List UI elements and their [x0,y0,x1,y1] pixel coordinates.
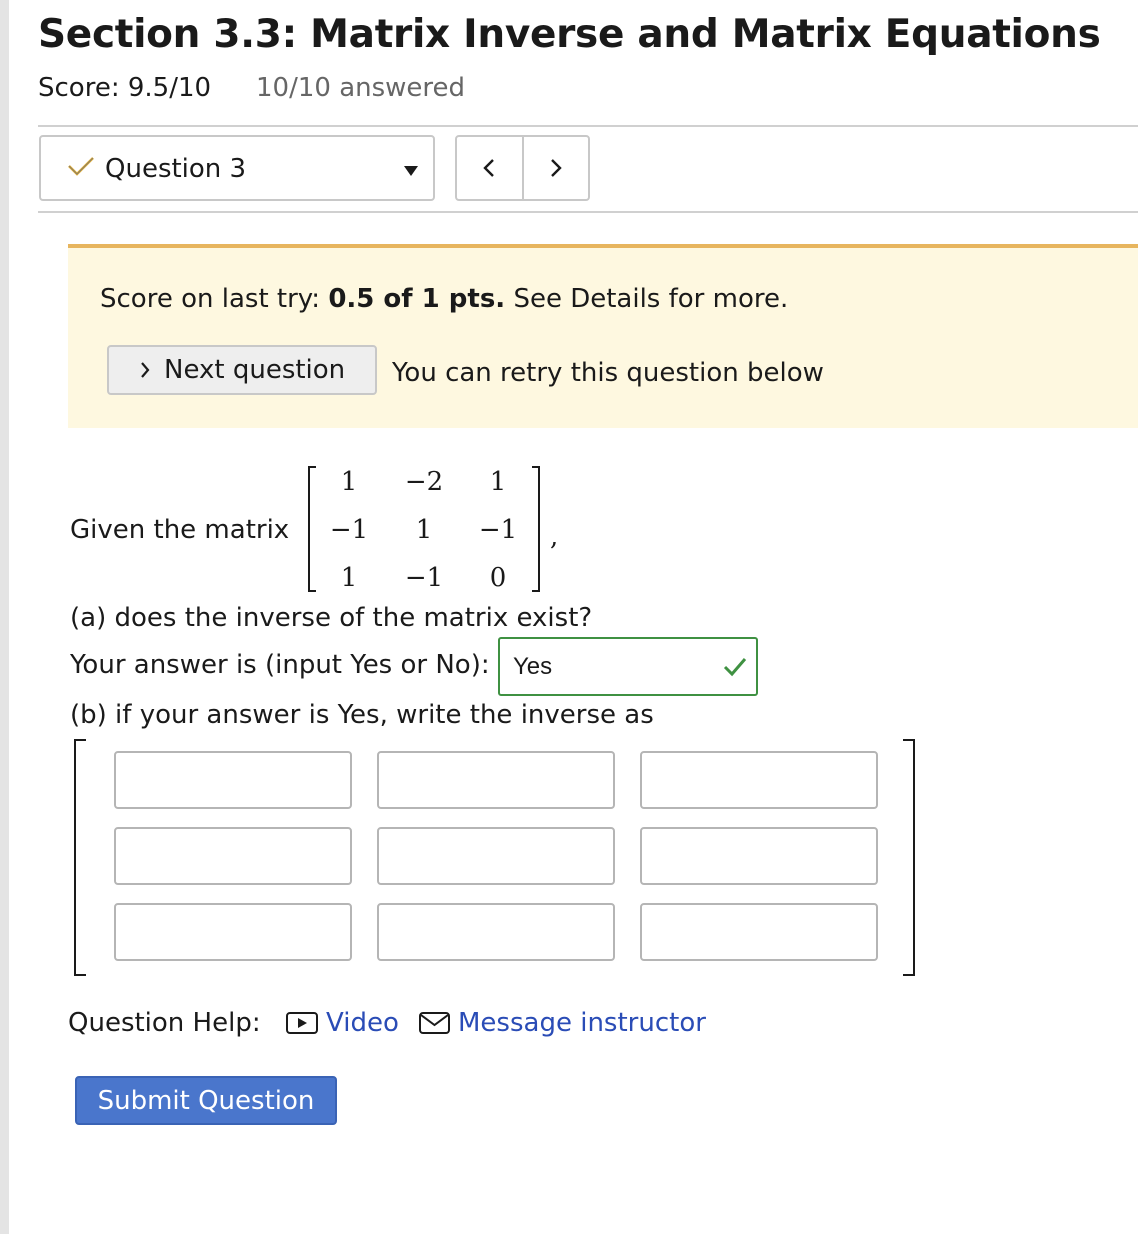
inverse-right-bracket [903,739,915,976]
inverse-entry-input[interactable] [640,903,878,961]
question-nav [455,135,590,201]
question-select[interactable] [39,135,435,201]
matrix-cell: 1 [340,467,358,497]
matrix-cell: −2 [404,467,444,497]
answered-count: 10/10 answered [256,73,466,103]
chevron-right-icon [139,361,151,379]
matrix-cell: 1 [415,515,433,545]
answer-value: Yes [513,653,553,680]
inverse-left-bracket [74,739,86,976]
part-b-prompt: (b) if your answer is Yes, write the inverse as [70,700,654,730]
next-question-label: Next question [164,355,346,385]
envelope-icon [418,1010,452,1036]
notice-prefix: Score on last try: [100,284,329,314]
video-play-icon [285,1010,319,1036]
inverse-entry-input[interactable] [640,827,878,885]
chevron-down-icon [404,166,418,176]
inverse-entry-input[interactable] [377,903,615,961]
inverse-entry-input[interactable] [114,827,352,885]
question-help-label: Question Help: [68,1008,261,1038]
matrix-cell: −1 [404,563,444,593]
left-edge-rule [0,0,9,1234]
previous-question-button[interactable] [457,137,524,199]
chevron-right-icon [549,158,563,178]
matrix-left-bracket [308,466,316,592]
notice-text [100,284,788,314]
notice-suffix: See Details for more. [505,284,789,314]
selected-question-label: Question 3 [105,154,247,184]
video-link[interactable] [285,1008,399,1038]
matrix-cell: −1 [329,515,369,545]
answer-input[interactable] [498,637,758,696]
check-icon [66,155,96,181]
next-question-arrow-button[interactable] [524,137,589,199]
divider [38,211,1138,213]
matrix-right-bracket [532,466,540,592]
inverse-entry-input[interactable] [114,751,352,809]
matrix-cell: 1 [489,467,507,497]
inverse-entry-input[interactable] [114,903,352,961]
message-instructor-link[interactable] [418,1008,706,1038]
matrix-cell: 0 [489,563,507,593]
inverse-entry-input[interactable] [377,751,615,809]
score-notice [68,244,1138,428]
inverse-entry-input[interactable] [377,827,615,885]
page-title: Section 3.3: Matrix Inverse and Matrix Equations [38,12,1101,57]
given-matrix-label: Given the matrix [70,515,290,545]
score-text: Score: 9.5/10 [38,73,212,103]
check-icon [722,655,748,681]
chevron-left-icon [482,158,496,178]
message-instructor-label: Message instructor [458,1008,706,1038]
notice-score: 0.5 of 1 pts. [328,284,506,314]
inverse-entry-input[interactable] [640,751,878,809]
part-a-prompt: (a) does the inverse of the matrix exist? [70,603,593,633]
matrix-cell: −1 [478,515,518,545]
matrix-comma: , [550,522,559,552]
video-link-label: Video [326,1008,399,1038]
submit-question-button[interactable]: Submit Question [75,1076,337,1125]
matrix-cell: 1 [340,563,358,593]
next-question-button[interactable] [107,345,377,395]
answer-label: Your answer is (input Yes or No): [70,650,490,680]
retry-text: You can retry this question below [392,358,824,388]
divider [38,125,1138,127]
